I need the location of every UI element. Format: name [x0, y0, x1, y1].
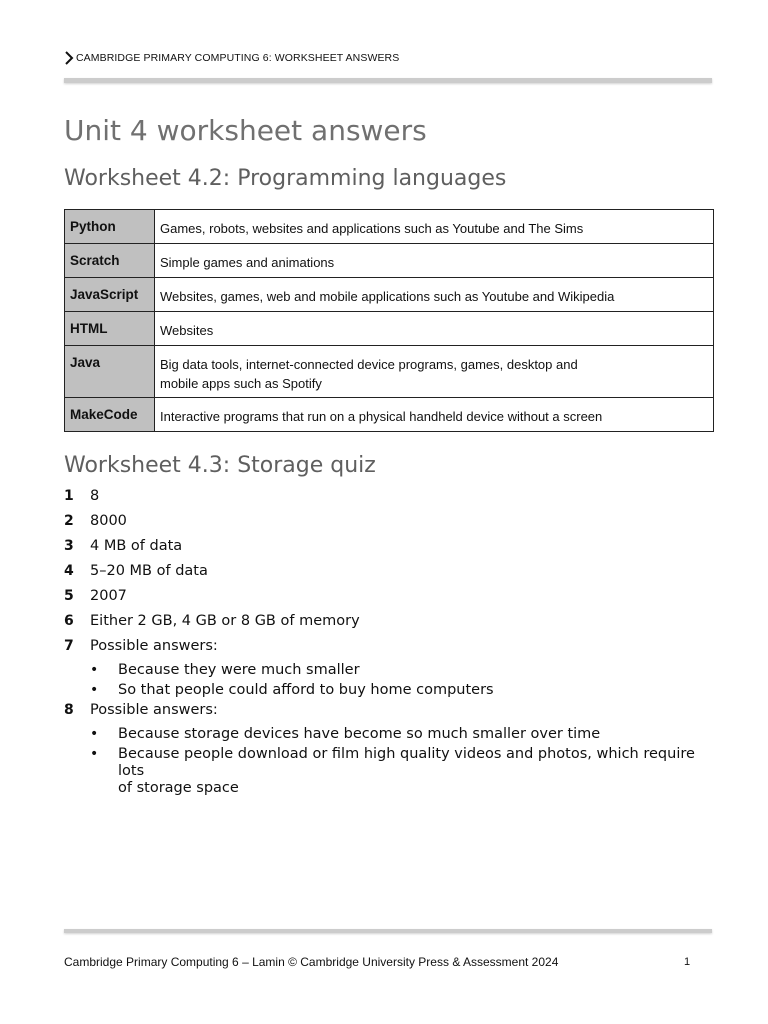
bullet-icon: •	[90, 746, 99, 762]
answer-text: 8	[90, 488, 100, 504]
language-cell: Python	[65, 210, 155, 244]
answer-number: 1	[64, 488, 74, 504]
bullet-text: So that people could afford to buy home computers	[118, 682, 494, 698]
uses-cell: Websites	[155, 312, 714, 346]
language-cell: Scratch	[65, 244, 155, 278]
uses-cell: Simple games and animations	[155, 244, 714, 278]
answer-text: 4 MB of data	[90, 538, 183, 554]
header-text: CAMBRIDGE PRIMARY COMPUTING 6: WORKSHEET ANSWERS	[76, 52, 400, 64]
language-cell: JavaScript	[65, 278, 155, 312]
storage-quiz-answers	[64, 488, 704, 800]
answer-text: Either 2 GB, 4 GB or 8 GB of memory	[90, 613, 360, 629]
table-row	[65, 244, 714, 278]
bullet-list	[64, 726, 704, 797]
bullet-text: Because they were much smaller	[118, 662, 360, 678]
footer-text: Cambridge Primary Computing 6 – Lamin © Cambridge University Press & Assessment 2024	[64, 955, 559, 969]
answer-number: 6	[64, 613, 74, 629]
header-rule	[64, 78, 712, 83]
uses-line: Big data tools, internet-connected device programs, games, desktop and	[160, 357, 578, 372]
uses-cell	[155, 346, 714, 398]
answer-number: 7	[64, 638, 74, 654]
answer-number: 4	[64, 563, 74, 579]
list-item	[64, 488, 704, 513]
bullet-line: Because people download or film high quality videos and photos, which require lots	[118, 746, 695, 779]
bullet-line: of storage space	[118, 780, 239, 796]
answer-text: 2007	[90, 588, 127, 604]
chevron-right-icon	[64, 51, 74, 65]
list-item	[64, 513, 704, 538]
list-item	[64, 613, 704, 638]
list-item	[64, 538, 704, 563]
table-row	[65, 210, 714, 244]
running-header	[64, 51, 399, 65]
answer-number: 5	[64, 588, 74, 604]
bullet-item	[90, 726, 704, 743]
bullet-text: Because storage devices have become so much smaller over time	[118, 726, 601, 742]
answer-text: 8000	[90, 513, 127, 529]
bullet-item	[90, 746, 704, 797]
bullet-text	[118, 746, 698, 797]
answer-text: Possible answers:	[90, 702, 218, 718]
list-item	[64, 638, 704, 663]
table-row	[65, 398, 714, 432]
worksheet-42-title: Worksheet 4.2: Programming languages	[64, 166, 507, 191]
bullet-item	[90, 662, 704, 679]
answer-text: Possible answers:	[90, 638, 218, 654]
table-row	[65, 312, 714, 346]
uses-line: mobile apps such as Spotify	[160, 376, 322, 391]
uses-cell: Games, robots, websites and applications such as Youtube and The Sims	[155, 210, 714, 244]
page-number: 1	[684, 956, 691, 968]
bullet-icon: •	[90, 726, 99, 742]
page-title: Unit 4 worksheet answers	[64, 114, 427, 147]
uses-cell: Interactive programs that run on a physical handheld device without a screen	[155, 398, 714, 432]
answer-number: 8	[64, 702, 74, 718]
programming-languages-table	[64, 209, 714, 432]
worksheet-43-title: Worksheet 4.3: Storage quiz	[64, 453, 376, 478]
bullet-list	[64, 662, 704, 699]
language-cell: MakeCode	[65, 398, 155, 432]
answer-text: 5–20 MB of data	[90, 563, 208, 579]
bullet-icon: •	[90, 662, 99, 678]
footer-rule	[64, 929, 712, 933]
language-cell: HTML	[65, 312, 155, 346]
table-row	[65, 278, 714, 312]
language-cell: Java	[65, 346, 155, 398]
answer-number: 2	[64, 513, 74, 529]
bullet-item	[90, 682, 704, 699]
bullet-icon: •	[90, 682, 99, 698]
list-item	[64, 588, 704, 613]
uses-cell: Websites, games, web and mobile applications such as Youtube and Wikipedia	[155, 278, 714, 312]
list-item	[64, 702, 704, 727]
list-item	[64, 563, 704, 588]
table-row	[65, 346, 714, 398]
answer-number: 3	[64, 538, 74, 554]
